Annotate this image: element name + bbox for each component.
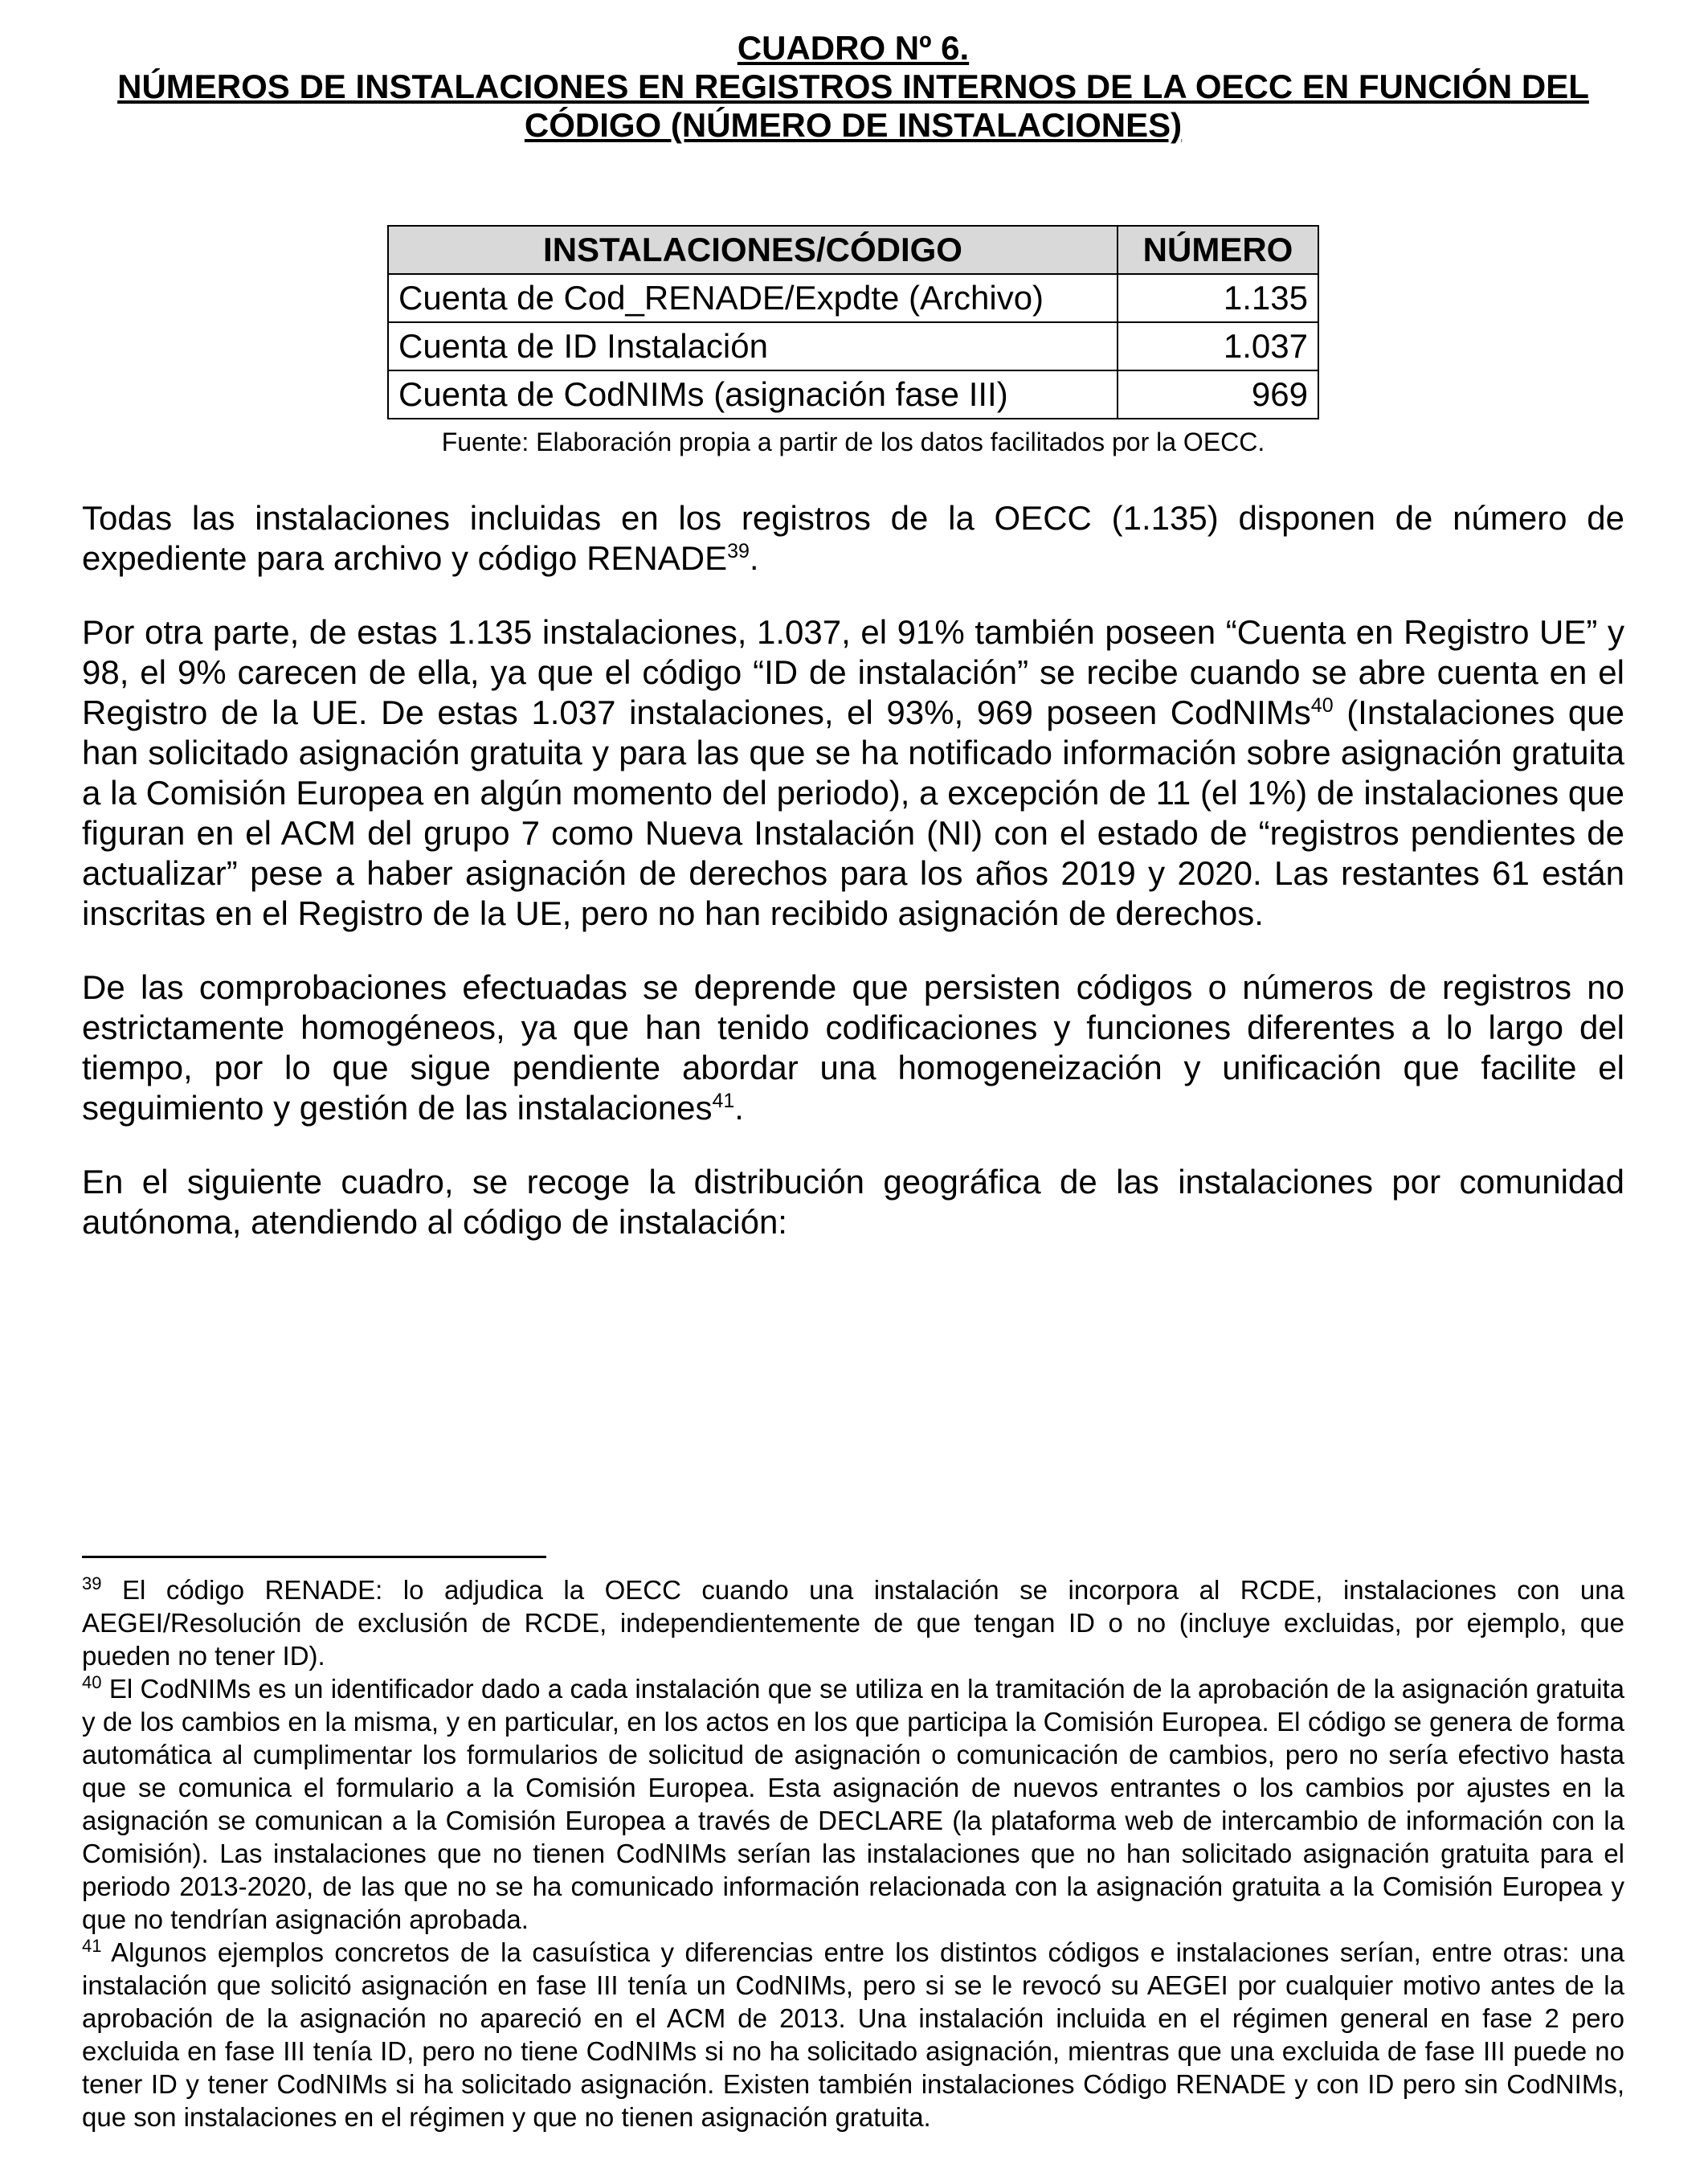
installations-table-block	[387, 225, 1319, 460]
table-row	[388, 370, 1318, 419]
row-value: 1.135	[1118, 274, 1318, 322]
row-label: Cuenta de Cod_RENADE/Expdte (Archivo)	[388, 274, 1118, 322]
paragraph-1	[82, 498, 1624, 579]
footnote-text: Algunos ejemplos concretos de la casuística y diferencias entre los distintos códigos e instalaciones serían, entre otras: una instalación que solicitó asignación en fase III tenía un CodNIMs, pero si se le revocó su AEGEI por cualquier motivo antes de la aprobación de la asignación no apareció en el ACM de 2013. Una instalación incluida en el régimen general en fase 2 pero excluida en fase III tenía ID, pero no tiene CodNIMs si no ha solicitado asignación, mientras que una excluida de fase III puede no tener ID y tener CodNIMs si ha solicitado asignación. Existen también instalaciones Código RENADE y con ID pero sin CodNIMs, que son instalaciones en el régimen y que no tienen asignación gratuita.	[82, 1937, 1624, 2132]
footnote-text: El código RENADE: lo adjudica la OECC cuando una instalación se incorpora al RCDE, instalaciones con una AEGEI/Resolución de exclusión de RCDE, independientemente de que tengan ID o no (incluye excluidas, por ejemplo, que pueden no tener ID).	[82, 1575, 1624, 1671]
table-row	[388, 274, 1318, 322]
footnotes	[82, 1573, 1624, 2133]
table-heading	[82, 29, 1624, 145]
paragraph-4: En el siguiente cuadro, se recoge la distribución geográfica de las instalaciones por comunidad autónoma, atendiendo al código de instalación:	[82, 1163, 1624, 1241]
footnote-number: 41	[82, 1936, 102, 1956]
column-header-installations: INSTALACIONES/CÓDIGO	[388, 226, 1118, 274]
row-value: 1.037	[1118, 322, 1318, 370]
footnote-separator	[82, 1556, 546, 1558]
footnote-number: 40	[82, 1672, 102, 1692]
paragraph-2-text-a: Por otra parte, de estas 1.135 instalaciones, 1.037, el 91% también poseen “Cuenta en Registro UE” y 98, el 9% carecen de ella, ya que el código “ID de instalación” se recibe cuando se abre cuenta en el Registro de la UE. De estas 1.037 instalaciones, el 93%, 969 poseen CodNIMs	[82, 613, 1624, 731]
installations-table	[387, 225, 1319, 419]
heading-line-2: NÚMEROS DE INSTALACIONES EN REGISTROS INTERNOS DE LA OECC EN FUNCIÓN DEL	[117, 68, 1589, 105]
document-page	[82, 29, 1624, 1276]
footnote-ref-41[interactable]: 41	[712, 1090, 735, 1112]
row-value: 969	[1118, 370, 1318, 419]
paragraph-2	[82, 612, 1624, 934]
column-header-number: NÚMERO	[1118, 226, 1318, 274]
paragraph-1-tail: .	[749, 539, 759, 577]
footnote-ref-39[interactable]: 39	[727, 540, 750, 562]
table-header-row	[388, 226, 1318, 274]
row-label: Cuenta de CodNIMs (asignación fase III)	[388, 370, 1118, 419]
table-row	[388, 322, 1318, 370]
table-source-note: Fuente: Elaboración propia a partir de los datos facilitados por la OECC.	[441, 428, 1265, 456]
paragraph-2-text-b: (Instalaciones que han solicitado asignación gratuita y para las que se ha notificado información sobre asignación gratuita a la Comisión Europea en algún momento del periodo), a excepción de 11 (el 1%) de instalaciones que figuran en el ACM del grupo 7 como Nueva Instalación (NI) con el estado de “registros pendientes de actualizar” pese a haber asignación de derechos para los años 2019 y 2020. Las restantes 61 están inscritas en el Registro de la UE, pero no han recibido asignación de derechos.	[82, 693, 1624, 932]
footnote-text: El CodNIMs es un identificador dado a cada instalación que se utiliza en la tramitación de la aprobación de la asignación gratuita y de los cambios en la misma, y en particular, en los actos en los que participa la Comisión Europea. El código se genera de forma automática al cumplimentar los formularios de solicitud de asignación o comunicación de cambios, pero no sería efectivo hasta que se comunica el formulario a la Comisión Europea. Esta asignación de nuevos entrantes o los cambios por ajustes en la asignación se comunican a la Comisión Europea a través de DECLARE (la plataforma web de intercambio de información con la Comisión). Las instalaciones que no tienen CodNIMs serían las instalaciones que no han solicitado asignación gratuita para el periodo 2013-2020, de las que no se ha comunicado información relacionada con la asignación gratuita a la Comisión Europea y que no tendrían asignación aprobada.	[82, 1674, 1624, 1934]
paragraph-3	[82, 968, 1624, 1128]
footnote-number: 39	[82, 1573, 102, 1593]
footnote-39	[82, 1573, 1624, 1672]
heading-line-1: CUADRO Nº 6.	[737, 29, 970, 67]
heading-line-3: CÓDIGO (NÚMERO DE INSTALACIONES)	[524, 106, 1183, 144]
footnote-ref-40[interactable]: 40	[1310, 694, 1334, 717]
footnote-41	[82, 1936, 1624, 2133]
footnote-40	[82, 1672, 1624, 1936]
paragraph-3-text: De las comprobaciones efectuadas se deprende que persisten códigos o números de registros no estrictamente homogéneos, ya que han tenido codificaciones y funciones diferentes a lo largo del tiempo, por lo que sigue pendiente abordar una homogeneización y unificación que facilite el seguimiento y gestión de las instalaciones	[82, 968, 1624, 1127]
row-label: Cuenta de ID Instalación	[388, 322, 1118, 370]
paragraph-1-text: Todas las instalaciones incluidas en los registros de la OECC (1.135) disponen de número de expediente para archivo y código RENADE	[82, 499, 1624, 577]
paragraph-3-tail: .	[734, 1089, 744, 1127]
